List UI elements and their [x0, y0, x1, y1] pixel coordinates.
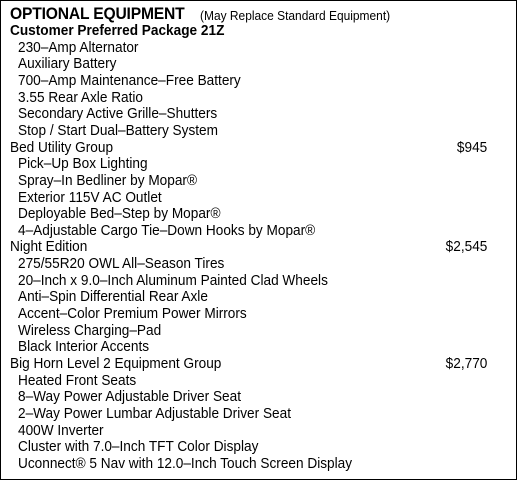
equipment-item [1, 256, 517, 273]
equipment-item [1, 73, 517, 90]
equipment-item [1, 406, 517, 423]
equipment-item-label: 230–Amp Alternator [18, 39, 139, 56]
group-heading [1, 140, 517, 157]
group-label: Night Edition [10, 239, 88, 256]
group-label: Big Horn Level 2 Equipment Group [10, 356, 222, 372]
equipment-item [1, 173, 517, 190]
equipment-item-label: Pick–Up Box Lighting [18, 156, 148, 173]
equipment-item [1, 389, 517, 406]
equipment-item [1, 40, 517, 57]
equipment-item-label: Wireless Charging–Pad [18, 322, 162, 339]
equipment-item [1, 56, 517, 73]
equipment-item-label: Anti–Spin Differential Rear Axle [18, 289, 208, 306]
group-heading [1, 356, 517, 373]
group-price: $2,545 [445, 239, 487, 256]
equipment-item [1, 439, 517, 456]
group-label: Customer Preferred Package 21Z [10, 23, 225, 39]
section-title: OPTIONAL EQUIPMENT [10, 4, 185, 23]
equipment-item [1, 90, 517, 107]
equipment-item [1, 306, 517, 323]
equipment-item-label: 275/55R20 OWL All–Season Tires [18, 256, 225, 273]
equipment-item [1, 156, 517, 173]
equipment-item [1, 273, 517, 290]
equipment-item-label: Auxiliary Battery [18, 56, 117, 73]
header [10, 4, 391, 24]
equipment-item-label: Heated Front Seats [18, 372, 137, 389]
group-price: $945 [456, 139, 487, 156]
equipment-item-label: Stop / Start Dual–Battery System [18, 122, 218, 139]
group-label: Bed Utility Group [10, 139, 114, 156]
equipment-item [1, 289, 517, 306]
equipment-item-label: Cluster with 7.0–Inch TFT Color Display [18, 439, 259, 456]
equipment-item-label: Uconnect® 5 Nav with 12.0–Inch Touch Screen Display [18, 455, 353, 472]
group-heading [1, 239, 517, 256]
equipment-item [1, 339, 517, 356]
equipment-item-label: Deployable Bed–Step by Mopar® [18, 206, 221, 223]
equipment-item-label: Exterior 115V AC Outlet [18, 189, 162, 206]
equipment-item [1, 456, 517, 473]
equipment-item-label: Secondary Active Grille–Shutters [18, 106, 218, 123]
equipment-item [1, 323, 517, 340]
equipment-item-label: 3.55 Rear Axle Ratio [18, 89, 144, 106]
equipment-item-label: Accent–Color Premium Power Mirrors [18, 306, 247, 322]
equipment-item-label: 2–Way Power Lumbar Adjustable Driver Seat [18, 405, 291, 422]
section-note: (May Replace Standard Equipment) [200, 8, 391, 23]
equipment-item [1, 223, 517, 240]
equipment-item-label: 400W Inverter [18, 422, 104, 439]
equipment-item [1, 206, 517, 223]
group-price: $2,770 [445, 356, 487, 372]
equipment-item-label: 700–Amp Maintenance–Free Battery [18, 72, 241, 89]
equipment-item-label: 20–Inch x 9.0–Inch Aluminum Painted Clad Wheels [18, 272, 328, 289]
equipment-item [1, 123, 517, 140]
equipment-item [1, 423, 517, 440]
equipment-item [1, 106, 517, 123]
equipment-item-label: Spray–In Bedliner by Mopar® [18, 172, 197, 189]
equipment-item-label: 4–Adjustable Cargo Tie–Down Hooks by Mopar® [18, 222, 316, 239]
equipment-item-label: 8–Way Power Adjustable Driver Seat [18, 389, 241, 406]
equipment-item [1, 373, 517, 390]
package-heading [1, 23, 517, 40]
equipment-item-label: Black Interior Accents [18, 339, 150, 356]
equipment-item [1, 190, 517, 207]
